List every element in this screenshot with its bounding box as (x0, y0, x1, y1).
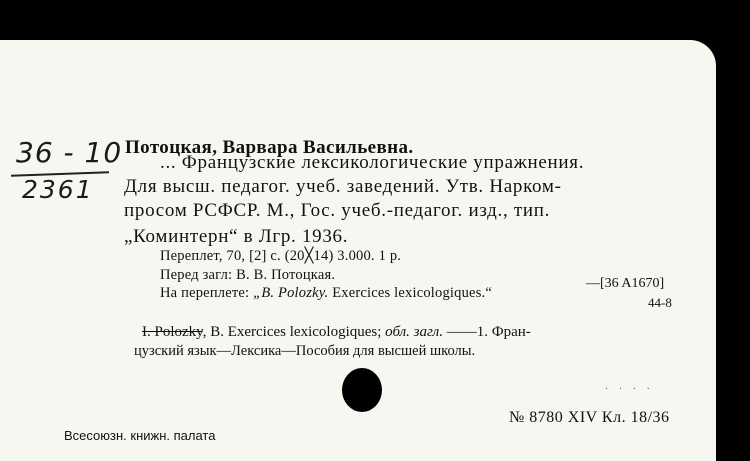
handwritten-shelf-mark: 36 - 10 (16, 136, 123, 169)
handwritten-inventory-number: 2361 (22, 175, 94, 204)
title-line: ... Французские лексикологические упражнения. (160, 152, 585, 173)
description-line-3: просом РСФСР. М., Гос. учеб.-педагог. изд., тип. (124, 200, 551, 221)
struck-heading: I. Polozky (142, 324, 203, 340)
binding-note-title: Exercices lexicologiques.“ (328, 285, 493, 301)
tracing-text: , B. Exercices lexicologiques; (202, 324, 386, 340)
description-line-4: „Коминтерн“ в Лгр. 1936. (124, 226, 349, 247)
registration-number: № 8780 XIV Кл. 18/36 (509, 409, 670, 426)
scan-dots: · · · · (605, 384, 654, 395)
physical-description: Переплет, 70, [2] с. (20╳14) 3.000. 1 р. (160, 248, 402, 264)
author-heading: Потоцкая, Варвара Васильевна. (125, 137, 414, 158)
tracing-subject: ——1. Фран- (442, 324, 531, 340)
title-note: Перед загл: В. В. Потоцкая. (160, 267, 336, 283)
binding-note-prefix: На переплете: (160, 285, 254, 301)
catalog-code: —[36 A1670] (586, 276, 665, 291)
card-number: 44-8 (648, 295, 672, 310)
card-hole (342, 368, 382, 412)
binding-note (160, 285, 492, 302)
tracing-line-2: цузский язык—Лексика—Пособия для высшей школы. (134, 343, 476, 359)
tracing-note: обл. загл. (385, 324, 443, 340)
scan-edge (735, 0, 750, 461)
publisher-footer: Всесоюзн. книжн. палата (64, 428, 216, 443)
description-line-2: Для высш. педагог. учеб. заведений. Утв. Нарком- (124, 176, 562, 197)
tracing-line-1 (142, 324, 531, 341)
binding-note-author: „B. Polozky. (253, 285, 329, 301)
